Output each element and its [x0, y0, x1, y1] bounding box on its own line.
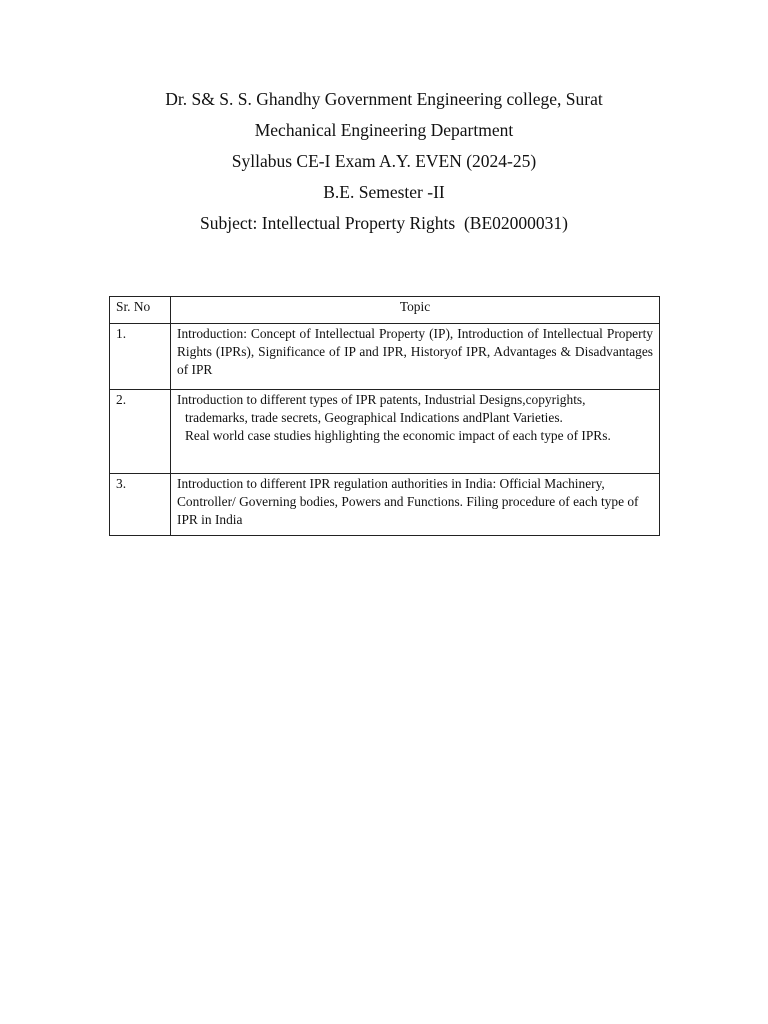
table-row — [110, 474, 660, 536]
college-name: Dr. S& S. S. Ghandhy Government Engineering college, Surat — [165, 89, 603, 109]
department-name: Mechanical Engineering Department — [254, 120, 514, 140]
table-row — [110, 324, 660, 390]
semester-label: B.E. Semester -II — [323, 182, 445, 202]
table-header-row — [110, 297, 660, 324]
syllabus-title: Syllabus CE-I Exam A.Y. EVEN (2024-25) — [231, 151, 537, 171]
subject-title: Subject: Intellectual Property Rights (BE02000031) — [200, 213, 568, 233]
row-topic-case-studies: Real world case studies highlighting the economic impact of each type of IPRs. — [185, 428, 611, 443]
syllabus-table — [109, 296, 660, 536]
row-topic — [171, 390, 660, 474]
column-header-sr-no: Sr. No — [110, 297, 171, 324]
row-topic: Introduction: Concept of Intellectual Property (IP), Introduction of Intellectual Property Rights (IPRs), Significance of IP and IPR, Historyof IPR, Advantages & Disadvantages of IPR — [171, 324, 660, 390]
column-header-topic: Topic — [171, 297, 660, 324]
row-sr-number: 3. — [110, 474, 171, 536]
row-sr-number: 1. — [110, 324, 171, 390]
row-topic-line: trademarks, trade secrets, Geographical Indications andPlant Varieties. — [185, 410, 563, 425]
row-sr-number: 2. — [110, 390, 171, 474]
table-row — [110, 390, 660, 474]
document-header — [0, 84, 768, 239]
row-topic: Introduction to different IPR regulation authorities in India: Official Machinery, Controller/ Governing bodies, Powers and Functions. Filing procedure of each type of IPR in India — [171, 474, 660, 536]
row-topic-line: Introduction to different types of IPR patents, Industrial Designs,copyrights, — [177, 392, 586, 407]
